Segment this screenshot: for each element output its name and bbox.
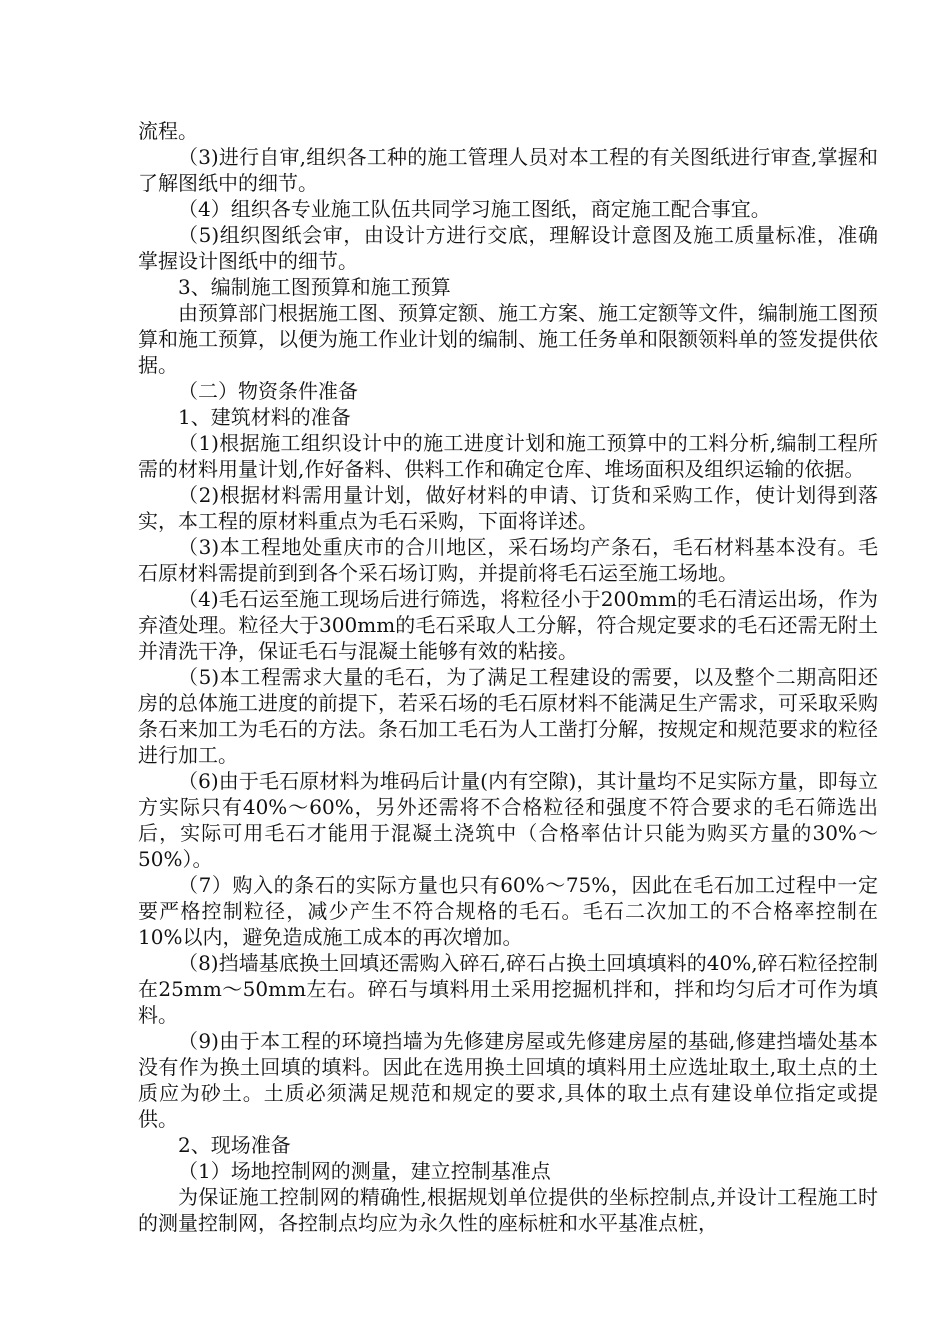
paragraph-2: （3)进行自审,组织各工种的施工管理人员对本工程的有关图纸进行审查,掌握和了解图纸中的细节。 xyxy=(138,145,878,195)
subsection-heading-1: 1、建筑材料的准备 xyxy=(178,405,351,429)
paragraph-19: （1）场地控制网的测量，建立控制基准点 xyxy=(178,1159,551,1183)
paragraph-16: （8)挡墙基底换土回填还需购入碎石,碎石占换土回填填料的40%,碎石粒径控制在25mm～50mm左右。碎石与填料用土采用挖掘机拌和，拌和均匀后才可作为填料。 xyxy=(138,951,878,1027)
paragraph-12: （4)毛石运至施工现场后进行筛选，将粒径小于200mm的毛石清运出场，作为弃渣处理。粒径大于300mm的毛石采取人工分解，符合规定要求的毛石还需无附土并清洗干净，保证毛石与混凝土能够有效的粘接。 xyxy=(138,587,878,663)
section-heading-material: （二）物资条件准备 xyxy=(178,379,358,403)
paragraph-15: （7）购入的条石的实际方量也只有60%～75%，因此在毛石加工过程中一定要严格控制粒径，减少产生不符合规格的毛石。毛石二次加工的不合格率控制在10%以内，避免造成施工成本的再次增加。 xyxy=(138,873,878,949)
paragraph-14: （6)由于毛石原材料为堆码后计量(内有空隙)，其计量均不足实际方量，即每立方实际只有40%～60%，另外还需将不合格粒径和强度不符合要求的毛石筛选出后，实际可用毛石才能用于混凝土浇筑中（合格率估计只能为购买方量的30%～50%）。 xyxy=(138,769,878,871)
subsection-heading-2: 2、现场准备 xyxy=(178,1133,291,1157)
paragraph-10: （2)根据材料需用量计划，做好材料的申请、订货和采购工作，使计划得到落实，本工程的原材料重点为毛石采购，下面将详述。 xyxy=(138,483,878,533)
paragraph-1: 流程。 xyxy=(138,119,198,143)
paragraph-13: （5)本工程需求大量的毛石，为了满足工程建设的需要，以及整个二期高阳还房的总体施工进度的前提下，若采石场的毛石原材料不能满足生产需求，可采取采购条石来加工为毛石的方法。条石加工毛石为人工凿打分解，按规定和规范要求的粒径进行加工。 xyxy=(138,665,878,767)
document-page xyxy=(138,118,878,1236)
paragraph-9: （1)根据施工组织设计中的施工进度计划和施工预算中的工料分析,编制工程所需的材料用量计划,作好备料、供料工作和确定仓库、堆场面积及组织运输的依据。 xyxy=(138,431,878,481)
paragraph-3: （4）组织各专业施工队伍共同学习施工图纸，商定施工配合事宜。 xyxy=(178,197,771,221)
paragraph-6: 由预算部门根据施工图、预算定额、施工方案、施工定额等文件，编制施工图预算和施工预算，以便为施工作业计划的编制、施工任务单和限额领料单的签发提供依据。 xyxy=(138,301,878,377)
paragraph-11: （3)本工程地处重庆市的合川地区，采石场均产条石，毛石材料基本没有。毛石原材料需提前到到各个采石场订购，并提前将毛石运至施工场地。 xyxy=(138,535,878,585)
section-heading-3: 3、编制施工图预算和施工预算 xyxy=(178,275,451,299)
paragraph-17: （9)由于本工程的环境挡墙为先修建房屋或先修建房屋的基础,修建挡墙处基本没有作为换土回填的填料。因此在选用换土回填的填料用土应选址取土,取土点的土质应为砂土。土质必须满足规范和规定的要求,具体的取土点有建设单位指定或提供。 xyxy=(138,1029,878,1131)
paragraph-4: （5)组织图纸会审，由设计方进行交底，理解设计意图及施工质量标准，准确掌握设计图纸中的细节。 xyxy=(138,223,878,273)
paragraph-20: 为保证施工控制网的精确性,根据规划单位提供的坐标控制点,并设计工程施工时的测量控制网，各控制点均应为永久性的座标桩和水平基准点桩， xyxy=(138,1185,878,1235)
